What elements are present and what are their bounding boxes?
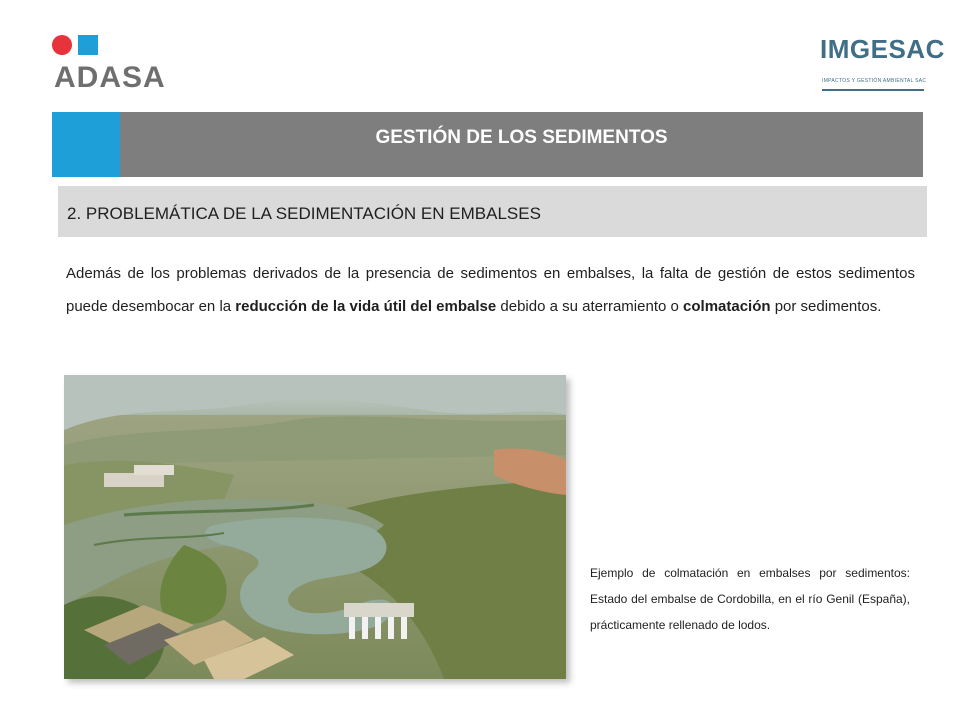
paragraph-bold-1: reducción de la vida útil del embalse <box>235 298 497 315</box>
paragraph-bold-2: colmatación <box>683 298 771 315</box>
reservoir-photo <box>64 375 566 679</box>
body-paragraph <box>66 257 915 323</box>
imgesac-underline <box>822 89 924 91</box>
section-header <box>58 186 927 237</box>
imgesac-wordmark: IMGESAC <box>820 34 945 64</box>
photo-caption: Ejemplo de colmatación en embalses por sedimentos: Estado del embalse de Cordobilla, en el río Genil (España), prácticamente rellenado de lodos. <box>590 566 910 632</box>
logo-red-dot <box>52 35 72 55</box>
paragraph-text-3: por sedimentos. <box>770 298 882 315</box>
imgesac-logo <box>820 34 945 96</box>
logo-blue-square <box>78 35 98 55</box>
adasa-logo <box>52 33 182 95</box>
imgesac-subtitle: IMPACTOS Y GESTIÓN AMBIENTAL SAC <box>822 78 927 84</box>
adasa-wordmark: ADASA <box>54 61 166 94</box>
title-bar <box>52 112 923 177</box>
paragraph-text-2: debido a su aterramiento o <box>496 298 684 315</box>
title-accent-block <box>52 112 120 177</box>
section-title: 2. PROBLEMÁTICA DE LA SEDIMENTACIÓN EN EMBALSES <box>67 204 541 223</box>
page-title: GESTIÓN DE LOS SEDIMENTOS <box>375 127 668 148</box>
paragraph-text-1: Además de los problemas derivados de la presencia de sedimentos en embalses, la falta de gestión de estos sedimentos puede desembocar en la <box>66 265 915 315</box>
